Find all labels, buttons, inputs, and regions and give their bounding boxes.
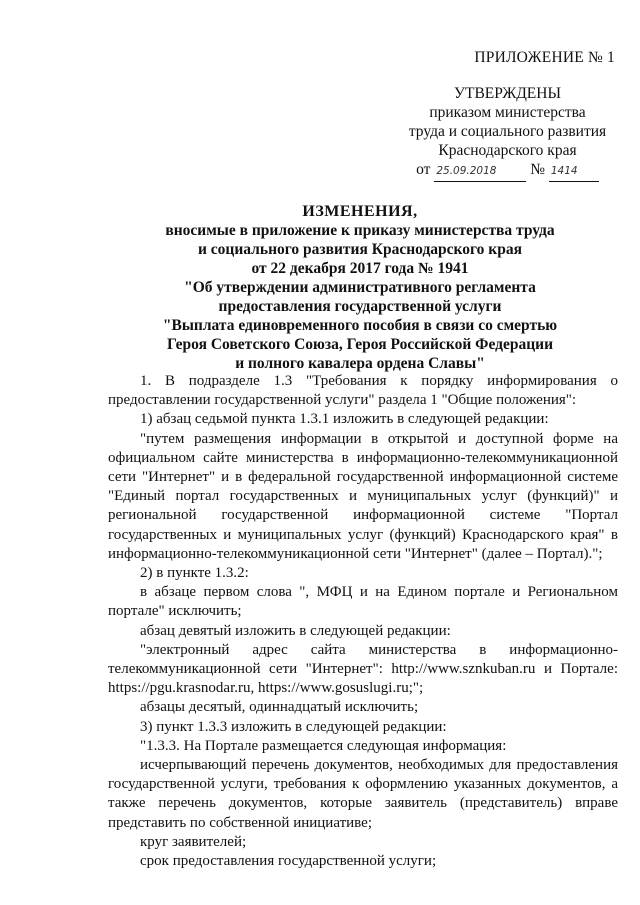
paragraph: "путем размещения информации в открытой и доступной форме на официальном сайте министерства в информационно-телекоммуникационной сети "Интернет" и в федеральной государственной информационной системе "Единый портал государственных и муниципальных услуг (функций)" и региональной государственной информационной системе "Портал государственных и муниципальных услуг (функций) Краснодарского края" в информационно-телекоммуникационной сети "Интернет" (далее – Портал).";: [108, 430, 618, 562]
paragraph: исчерпывающий перечень документов, необходимых для предоставления государственной услуги, требования к оформлению указанных документов, а также перечень документов, которые заявитель (представитель) вправе представить по собственной инициативе;: [108, 757, 618, 831]
approval-line-3: Краснодарского края: [438, 142, 577, 159]
paragraph: 3) пункт 1.3.3 изложить в следующей редакции:: [140, 718, 447, 735]
paragraph: "1.3.3. На Портале размещается следующая информация:: [140, 737, 507, 754]
appendix-label: ПРИЛОЖЕНИЕ № 1: [474, 49, 615, 66]
approval-line-1: приказом министерства: [429, 104, 586, 121]
paragraph: 1) абзац седьмой пункта 1.3.1 изложить в следующей редакции:: [140, 411, 549, 428]
order-date-number: [400, 160, 615, 182]
title-line: "Об утверждении административного регламента: [184, 279, 536, 296]
paragraph: абзацы десятый, одиннадцатый исключить;: [140, 699, 419, 716]
paragraph: в абзаце первом слова ", МФЦ и на Едином портале и Региональном портале" исключить;: [108, 584, 618, 620]
document-title: [150, 202, 570, 373]
paragraph: абзац девятый изложить в следующей редакции:: [140, 622, 451, 639]
approval-line-2: труда и социального развития: [408, 123, 607, 140]
approved-label: УТВЕРЖДЕНЫ: [454, 85, 561, 102]
handwritten-number: 1414: [549, 162, 599, 182]
paragraph: 1. В подразделе 1.3 "Требования к порядку информирования о предоставлении государственной услуги" раздела 1 "Общие положения":: [108, 373, 618, 409]
approval-block: [400, 48, 615, 182]
title-line: от 22 декабря 2017 года № 1941: [251, 260, 469, 277]
from-label: от: [416, 161, 431, 178]
paragraph: круг заявителей;: [140, 833, 247, 850]
paragraph: срок предоставления государственной услуги;: [140, 853, 437, 870]
paragraph: "электронный адрес сайта министерства в информационно-телекоммуникационной сети "Интернет": http://www.sznkuban.ru и Портале: https://pgu.krasnodar.ru, https://www.gosuslugi.ru;";: [108, 641, 618, 697]
title-line: Героя Советского Союза, Героя Российской Федерации: [166, 336, 554, 353]
title-line: и социального развития Краснодарского края: [198, 241, 522, 258]
paragraph: 2) в пункте 1.3.2:: [140, 565, 249, 582]
document-body: [108, 372, 618, 871]
title-line: "Выплата единовременного пособия в связи со смертью: [162, 317, 558, 334]
number-label: №: [530, 161, 545, 178]
title-main: ИЗМЕНЕНИЯ,: [302, 203, 418, 220]
handwritten-date: 25.09.2018: [434, 162, 526, 182]
title-line: и полного кавалера ордена Славы": [235, 355, 485, 372]
title-line: предоставления государственной услуги: [218, 298, 502, 315]
title-line: вносимые в приложение к приказу министерства труда: [165, 222, 555, 239]
